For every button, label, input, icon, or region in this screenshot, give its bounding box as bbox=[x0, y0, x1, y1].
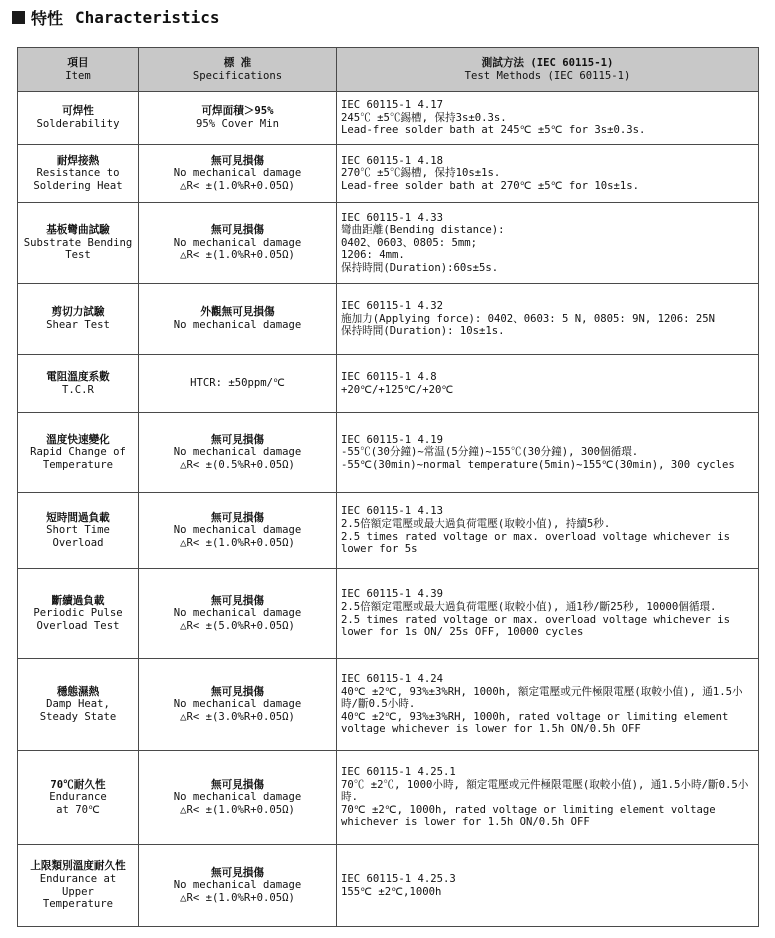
table-row bbox=[18, 569, 759, 659]
header-specifications bbox=[139, 48, 337, 92]
heading-zh: 特性 bbox=[31, 8, 64, 28]
method-cell bbox=[337, 284, 759, 355]
method-line: 70℃ ±2℃, 1000小時, 額定電壓或元件極限電壓(取較小值), 通1.5小時/斷0.5小時. bbox=[341, 778, 749, 804]
table-row bbox=[18, 845, 759, 927]
spec-zh: 無可見損傷 bbox=[211, 511, 264, 524]
item-en: Rapid Change of bbox=[30, 446, 126, 459]
spec-cell bbox=[139, 145, 337, 203]
spec-line: △R< ±(1.0%R+0.05Ω) bbox=[180, 179, 295, 192]
method-line: IEC 60115-1 4.25.3 bbox=[341, 872, 456, 885]
spec-zh: 無可見損傷 bbox=[211, 224, 264, 237]
spec-cell bbox=[139, 845, 337, 927]
spec-zh: 無可見損傷 bbox=[211, 154, 264, 167]
spec-zh: 無可見損傷 bbox=[211, 594, 264, 607]
spec-line: No mechanical damage bbox=[173, 879, 302, 892]
method-cell bbox=[337, 413, 759, 493]
item-cell bbox=[18, 203, 139, 284]
method-line: 2.5倍額定電壓或最大過負荷電壓(取較小值), 通1秒/斷25秒, 10000個循環. bbox=[341, 600, 717, 613]
method-cell bbox=[337, 92, 759, 145]
item-en: Steady State bbox=[39, 710, 117, 723]
item-zh: 上限類別溫度耐久性 bbox=[30, 860, 126, 873]
method-line: 2.5倍額定電壓或最大過負荷電壓(取較小值), 持續5秒. bbox=[341, 517, 611, 530]
method-line: IEC 60115-1 4.24 bbox=[341, 673, 444, 686]
method-line: 0402、0603、0805: 5mm; bbox=[341, 236, 477, 249]
item-en: T.C.R bbox=[62, 383, 94, 396]
method-line: -55℃(30分鐘)~常温(5分鐘)~155℃(30分鐘), 300個循環. bbox=[341, 446, 639, 459]
table-row bbox=[18, 751, 759, 845]
item-en: Endurance at Upper bbox=[39, 872, 117, 898]
header-item-en: Item bbox=[65, 69, 91, 82]
table-row bbox=[18, 355, 759, 413]
method-line: IEC 60115-1 4.25.1 bbox=[341, 766, 456, 779]
item-zh: 短時間過負載 bbox=[46, 511, 110, 524]
method-line: -55℃(30min)~normal temperature(5min)~155℃(30min), 300 cycles bbox=[341, 458, 735, 471]
item-en: Solderability bbox=[36, 118, 120, 130]
spec-line: 95% Cover Min bbox=[196, 118, 279, 130]
method-line: 保持時間(Duration):60s±5s. bbox=[341, 261, 499, 274]
method-line: 270℃ ±5℃錫槽, 保持10s±1s. bbox=[341, 167, 501, 180]
table-row bbox=[18, 493, 759, 569]
spec-line: No mechanical damage bbox=[173, 698, 302, 711]
method-cell bbox=[337, 845, 759, 927]
spec-line: △R< ±(1.0%R+0.05Ω) bbox=[180, 803, 295, 816]
method-line: 1206: 4mm. bbox=[341, 249, 405, 262]
spec-zh: 無可見損傷 bbox=[211, 778, 264, 791]
spec-zh: 無可見損傷 bbox=[211, 685, 264, 698]
spec-line: △R< ±(0.5%R+0.05Ω) bbox=[180, 458, 295, 471]
item-zh: 電阻溫度系數 bbox=[46, 370, 110, 383]
method-line: IEC 60115-1 4.13 bbox=[341, 505, 444, 518]
square-bullet-icon bbox=[12, 11, 25, 24]
method-line: IEC 60115-1 4.33 bbox=[341, 211, 444, 224]
item-cell bbox=[18, 845, 139, 927]
item-zh: 剪切力試驗 bbox=[51, 306, 105, 319]
method-line: IEC 60115-1 4.39 bbox=[341, 588, 444, 601]
item-en: at 70℃ bbox=[56, 803, 100, 816]
method-line: 2.5 times rated voltage or max. overload voltage whichever is lower for 5s bbox=[341, 530, 731, 556]
spec-zh: 無可見損傷 bbox=[211, 433, 264, 446]
spec-zh: 無可見損傷 bbox=[211, 866, 264, 879]
method-cell bbox=[337, 569, 759, 659]
spec-line: No mechanical damage bbox=[173, 791, 302, 804]
method-line: 施加力(Applying force): 0402、0603: 5 N, 0805: 9N, 1206: 25N bbox=[341, 312, 716, 325]
method-line: Lead-free solder bath at 270℃ ±5℃ for 10s±1s. bbox=[341, 179, 640, 192]
item-en: Periodic Pulse bbox=[33, 607, 123, 620]
method-cell bbox=[337, 659, 759, 751]
header-spec-en: Specifications bbox=[192, 69, 283, 82]
method-line: Lead-free solder bath at 245℃ ±5℃ for 3s±0.3s. bbox=[341, 124, 646, 137]
method-cell bbox=[337, 493, 759, 569]
method-line: 70℃ ±2℃, 1000h, rated voltage or limiting element voltage whichever is lower for 1.5h ON/0.5h OFF bbox=[341, 803, 716, 829]
header-spec-zh: 標 准 bbox=[223, 56, 252, 69]
method-line: 40℃ ±2℃, 93%±3%RH, 1000h, 額定電壓或元件極限電壓(取較小值), 通1.5小時/斷0.5小時. bbox=[341, 685, 743, 711]
table-row bbox=[18, 659, 759, 751]
item-cell bbox=[18, 751, 139, 845]
item-zh: 穩態濕熱 bbox=[56, 685, 100, 698]
item-en: Temperature bbox=[42, 458, 114, 471]
table-header-row bbox=[18, 48, 759, 92]
spec-cell bbox=[139, 493, 337, 569]
item-en: Damp Heat, bbox=[46, 698, 110, 711]
item-cell bbox=[18, 92, 139, 145]
item-en: Temperature bbox=[42, 898, 114, 911]
method-cell bbox=[337, 145, 759, 203]
spec-line: No mechanical damage bbox=[173, 524, 302, 537]
spec-line: △R< ±(3.0%R+0.05Ω) bbox=[180, 710, 295, 723]
item-en: Test bbox=[65, 249, 91, 262]
spec-line: HTCR: ±50ppm/℃ bbox=[190, 377, 285, 390]
method-line: IEC 60115-1 4.18 bbox=[341, 154, 444, 167]
spec-zh: 可焊面積＞95% bbox=[201, 105, 274, 118]
characteristics-table bbox=[17, 47, 759, 927]
item-cell bbox=[18, 569, 139, 659]
method-line: IEC 60115-1 4.19 bbox=[341, 433, 444, 446]
spec-cell bbox=[139, 751, 337, 845]
item-cell bbox=[18, 413, 139, 493]
header-method-zh: 測試方法 (IEC 60115-1) bbox=[481, 56, 614, 69]
spec-cell bbox=[139, 355, 337, 413]
header-method-en: Test Methods (IEC 60115-1) bbox=[464, 69, 631, 82]
item-en: Short Time bbox=[46, 524, 110, 537]
spec-line: No mechanical damage bbox=[173, 607, 302, 620]
item-zh: 70℃耐久性 bbox=[50, 778, 106, 791]
spec-line: △R< ±(1.0%R+0.05Ω) bbox=[180, 891, 295, 904]
table-row bbox=[18, 203, 759, 284]
method-line: 155℃ ±2℃,1000h bbox=[341, 885, 442, 898]
section-heading bbox=[12, 4, 220, 30]
header-item bbox=[18, 48, 139, 92]
method-cell bbox=[337, 751, 759, 845]
item-en: Overload bbox=[52, 536, 104, 549]
method-line: IEC 60115-1 4.17 bbox=[341, 99, 444, 112]
spec-line: △R< ±(1.0%R+0.05Ω) bbox=[180, 536, 295, 549]
method-line: 2.5 times rated voltage or max. overload voltage whichever is lower for 1s ON/ 25s OFF, 10000 cycles bbox=[341, 613, 731, 639]
method-cell bbox=[337, 355, 759, 413]
spec-line: No mechanical damage bbox=[173, 446, 302, 459]
item-en: Substrate Bending bbox=[23, 236, 133, 249]
table-row bbox=[18, 284, 759, 355]
spec-line: No mechanical damage bbox=[173, 319, 302, 331]
item-en: Shear Test bbox=[46, 319, 110, 331]
method-line: IEC 60115-1 4.8 bbox=[341, 370, 437, 383]
item-cell bbox=[18, 284, 139, 355]
item-zh: 基板彎曲試驗 bbox=[46, 224, 110, 237]
table-row bbox=[18, 413, 759, 493]
method-line: 40℃ ±2℃, 93%±3%RH, 1000h, rated voltage or limiting element voltage whichever is lower for 1.5h ON/0.5h OFF bbox=[341, 710, 729, 736]
item-cell bbox=[18, 355, 139, 413]
method-line: +20℃/+125℃/+20℃ bbox=[341, 383, 454, 396]
method-line: 245℃ ±5℃錫槽, 保持3s±0.3s. bbox=[341, 111, 507, 124]
table-row bbox=[18, 145, 759, 203]
method-line: 彎曲距離(Bending distance): bbox=[341, 224, 505, 237]
item-zh: 可焊性 bbox=[62, 105, 94, 118]
item-cell bbox=[18, 493, 139, 569]
spec-cell bbox=[139, 413, 337, 493]
spec-line: No mechanical damage bbox=[173, 236, 302, 249]
spec-cell bbox=[139, 659, 337, 751]
item-cell bbox=[18, 659, 139, 751]
item-cell bbox=[18, 145, 139, 203]
item-en: Overload Test bbox=[36, 619, 120, 632]
spec-cell bbox=[139, 284, 337, 355]
method-line: 保持時間(Duration): 10s±1s. bbox=[341, 325, 505, 338]
spec-line: △R< ±(5.0%R+0.05Ω) bbox=[180, 619, 295, 632]
item-en: Soldering Heat bbox=[33, 179, 123, 192]
method-cell bbox=[337, 203, 759, 284]
item-zh: 耐焊接熱 bbox=[56, 154, 100, 167]
spec-zh: 外觀無可見損傷 bbox=[200, 306, 275, 319]
spec-line: No mechanical damage bbox=[173, 167, 302, 180]
method-line: IEC 60115-1 4.32 bbox=[341, 300, 444, 313]
spec-cell bbox=[139, 203, 337, 284]
spec-line: △R< ±(1.0%R+0.05Ω) bbox=[180, 249, 295, 262]
spec-cell bbox=[139, 92, 337, 145]
item-zh: 溫度快速變化 bbox=[46, 433, 110, 446]
table-row bbox=[18, 92, 759, 145]
header-test-methods bbox=[337, 48, 759, 92]
heading-en: Characteristics bbox=[75, 7, 220, 27]
item-en: Resistance to bbox=[36, 167, 120, 180]
item-zh: 斷續過負載 bbox=[51, 594, 105, 607]
spec-cell bbox=[139, 569, 337, 659]
item-en: Endurance bbox=[49, 791, 107, 804]
header-item-zh: 項目 bbox=[67, 56, 89, 69]
